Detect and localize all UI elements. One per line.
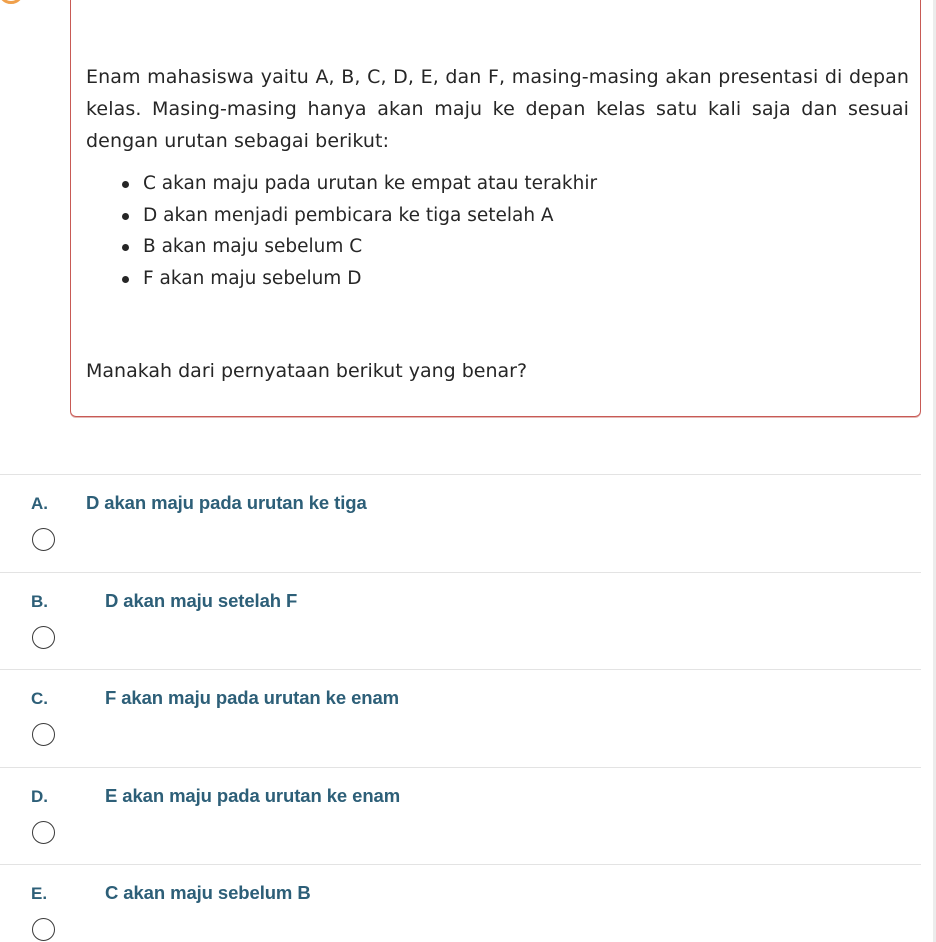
option-text[interactable]: D akan maju setelah F <box>105 589 298 611</box>
condition-text: B akan maju sebelum C <box>143 236 363 257</box>
option-a[interactable] <box>0 474 921 572</box>
option-letter: B. <box>31 591 48 611</box>
condition-item <box>122 235 597 267</box>
bullet-icon <box>122 213 129 220</box>
condition-item <box>122 267 597 299</box>
option-a-radio[interactable] <box>32 528 55 551</box>
option-letter: C. <box>31 689 48 708</box>
option-letter: E. <box>31 884 48 903</box>
progress-indicator-icon <box>0 0 28 4</box>
condition-text: D akan menjadi pembicara ke tiga setelah A <box>143 204 554 226</box>
question-box <box>70 0 921 417</box>
condition-text: F akan maju sebelum D <box>143 267 362 289</box>
option-c-radio[interactable] <box>32 723 55 746</box>
condition-item <box>122 204 597 236</box>
option-d[interactable] <box>0 767 921 865</box>
option-text[interactable]: F akan maju pada urutan ke enam <box>105 687 400 708</box>
question-paragraph: Enam mahasiswa yaitu A, B, C, D, E, dan F, masing-masing akan presentasi di depan kelas. Masing-masing hanya akan maju ke depan kelas satu kali saja dan sesuai dengan urutan sebagai berikut: <box>86 66 909 152</box>
option-b-radio[interactable] <box>32 626 55 649</box>
option-text[interactable]: E akan maju pada urutan ke enam <box>105 784 401 806</box>
bullet-icon <box>122 244 129 251</box>
option-letter: A. <box>31 494 48 513</box>
option-d-radio[interactable] <box>32 821 55 844</box>
option-e-radio[interactable] <box>32 918 55 941</box>
condition-item <box>122 172 597 204</box>
option-letter: D. <box>31 786 48 806</box>
option-text[interactable]: C akan maju sebelum B <box>105 882 311 903</box>
condition-text: C akan maju pada urutan ke empat atau terakhir <box>143 173 598 194</box>
answer-options <box>0 474 921 942</box>
option-text[interactable]: D akan maju pada urutan ke tiga <box>86 492 367 513</box>
option-c[interactable] <box>0 669 921 767</box>
bullet-icon <box>122 276 129 283</box>
option-e[interactable] <box>0 864 921 942</box>
question-prompt: Manakah dari pernyataan berikut yang benar? <box>86 360 528 382</box>
bullet-icon <box>122 181 129 188</box>
option-b[interactable] <box>0 572 921 670</box>
condition-list <box>122 172 597 298</box>
